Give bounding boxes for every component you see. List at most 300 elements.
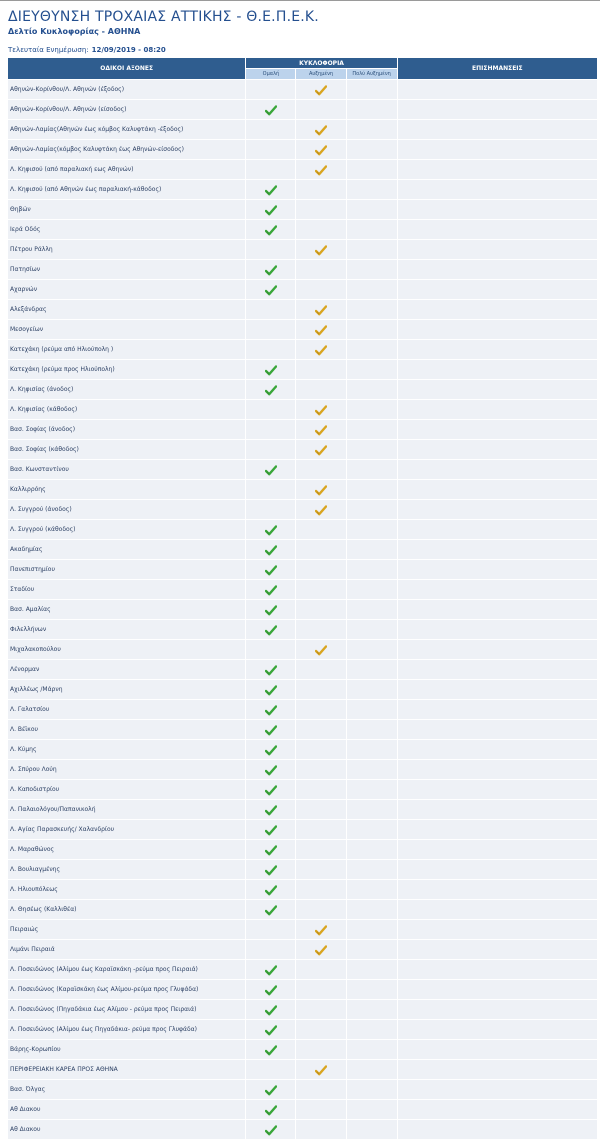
status-cell-increased [296, 540, 345, 559]
status-cell-normal [246, 880, 295, 899]
status-cell-very-increased [347, 240, 397, 259]
notes-cell [398, 460, 597, 479]
table-row [8, 540, 597, 559]
checkmark-icon [265, 865, 277, 876]
status-cell-increased [296, 460, 345, 479]
notes-cell [398, 1020, 597, 1039]
checkmark-icon [315, 245, 327, 256]
status-cell-normal [246, 620, 295, 639]
checkmark-icon [315, 345, 327, 356]
checkmark-icon [265, 285, 277, 296]
table-row [8, 1020, 597, 1039]
table-row [8, 580, 597, 599]
status-cell-very-increased [347, 1040, 397, 1059]
checkmark-icon [265, 525, 277, 536]
notes-cell [398, 660, 597, 679]
status-cell-normal [246, 100, 295, 119]
checkmark-icon [265, 385, 277, 396]
checkmark-icon [265, 685, 277, 696]
status-cell-very-increased [347, 140, 397, 159]
last-updated-label: Τελευταία Ενημέρωση: [8, 46, 89, 54]
road-name: Αθηνών-Κορίνθου/Λ. Αθηνών (έξοδος) [8, 80, 245, 99]
status-cell-normal [246, 520, 295, 539]
status-cell-normal [246, 720, 295, 739]
notes-cell [398, 380, 597, 399]
status-cell-normal [246, 180, 295, 199]
status-cell-normal [246, 860, 295, 879]
checkmark-icon [315, 325, 327, 336]
status-cell-increased [296, 440, 345, 459]
table-row [8, 480, 597, 499]
status-cell-very-increased [347, 860, 397, 879]
notes-cell [398, 560, 597, 579]
header-very-increased: Πολύ Αυξημένη [347, 69, 397, 79]
table-row [8, 300, 597, 319]
status-cell-normal [246, 500, 295, 519]
notes-cell [398, 420, 597, 439]
status-cell-very-increased [347, 440, 397, 459]
status-cell-very-increased [347, 880, 397, 899]
table-row [8, 260, 597, 279]
status-cell-normal [246, 560, 295, 579]
table-row [8, 980, 597, 999]
checkmark-icon [315, 445, 327, 456]
status-cell-normal [246, 80, 295, 99]
status-cell-normal [246, 120, 295, 139]
status-cell-increased [296, 140, 345, 159]
last-updated [8, 46, 166, 54]
notes-cell [398, 700, 597, 719]
status-cell-normal [246, 960, 295, 979]
status-cell-very-increased [347, 940, 397, 959]
status-cell-increased [296, 160, 345, 179]
status-cell-increased [296, 100, 345, 119]
status-cell-very-increased [347, 200, 397, 219]
road-name: Λ. Βουλιαγμένης [8, 860, 245, 879]
status-cell-normal [246, 480, 295, 499]
status-cell-normal [246, 980, 295, 999]
table-row [8, 360, 597, 379]
status-cell-normal [246, 360, 295, 379]
notes-cell [398, 940, 597, 959]
status-cell-very-increased [347, 600, 397, 619]
checkmark-icon [315, 925, 327, 936]
table-row [8, 520, 597, 539]
road-name: Πειραιώς [8, 920, 245, 939]
checkmark-icon [265, 765, 277, 776]
status-cell-increased [296, 340, 345, 359]
road-name: Λ. Ποσειδώνος (Αλίμου έως Πηγαδάκια- ρεύμα προς Γλυφάδα) [8, 1020, 245, 1039]
status-cell-very-increased [347, 180, 397, 199]
notes-cell [398, 120, 597, 139]
status-cell-increased [296, 940, 345, 959]
header-roads: ΟΔΙΚΟΙ ΑΞΟΝΕΣ [8, 58, 245, 79]
status-cell-increased [296, 180, 345, 199]
notes-cell [398, 180, 597, 199]
table-row [8, 920, 597, 939]
status-cell-very-increased [347, 540, 397, 559]
table-row [8, 200, 597, 219]
status-cell-increased [296, 300, 345, 319]
table-body [8, 80, 597, 1139]
table-row [8, 500, 597, 519]
road-name: Πατησίων [8, 260, 245, 279]
status-cell-increased [296, 920, 345, 939]
notes-cell [398, 260, 597, 279]
status-cell-normal [246, 220, 295, 239]
checkmark-icon [265, 565, 277, 576]
status-cell-very-increased [347, 780, 397, 799]
status-cell-normal [246, 540, 295, 559]
status-cell-very-increased [347, 1100, 397, 1119]
status-cell-normal [246, 840, 295, 859]
status-cell-normal [246, 700, 295, 719]
notes-cell [398, 400, 597, 419]
table-row [8, 400, 597, 419]
checkmark-icon [265, 1125, 277, 1136]
checkmark-icon [265, 785, 277, 796]
last-updated-value: 12/09/2019 - 08:20 [91, 46, 166, 54]
notes-cell [398, 440, 597, 459]
table-row [8, 180, 597, 199]
status-cell-normal [246, 820, 295, 839]
road-name: Λένορμαν [8, 660, 245, 679]
status-cell-increased [296, 980, 345, 999]
checkmark-icon [265, 225, 277, 236]
road-name: Θηβών [8, 200, 245, 219]
road-name: Λιμάνι Πειραιά [8, 940, 245, 959]
road-name: Μιχαλακοπούλου [8, 640, 245, 659]
notes-cell [398, 740, 597, 759]
checkmark-icon [265, 1045, 277, 1056]
notes-cell [398, 360, 597, 379]
page-subtitle: Δελτίο Κυκλοφορίας - ΑΘΗΝΑ [8, 27, 141, 36]
status-cell-normal [246, 800, 295, 819]
road-name: Βασ. Κωνσταντίνου [8, 460, 245, 479]
notes-cell [398, 140, 597, 159]
status-cell-very-increased [347, 340, 397, 359]
notes-cell [398, 520, 597, 539]
road-name: Λ. Κηφισίας (άνοδος) [8, 380, 245, 399]
checkmark-icon [315, 485, 327, 496]
table-row [8, 160, 597, 179]
table-row [8, 680, 597, 699]
notes-cell [398, 600, 597, 619]
status-cell-increased [296, 620, 345, 639]
table-row [8, 340, 597, 359]
status-cell-very-increased [347, 320, 397, 339]
checkmark-icon [315, 645, 327, 656]
checkmark-icon [315, 405, 327, 416]
status-cell-normal [246, 400, 295, 419]
notes-cell [398, 1040, 597, 1059]
table-row [8, 100, 597, 119]
status-cell-increased [296, 740, 345, 759]
road-name: Βάρης-Κορωπίου [8, 1040, 245, 1059]
top-border-line [0, 0, 600, 1]
status-cell-normal [246, 1100, 295, 1119]
table-row [8, 700, 597, 719]
notes-cell [398, 820, 597, 839]
checkmark-icon [265, 905, 277, 916]
road-name: Αλεξάνδρας [8, 300, 245, 319]
table-row [8, 380, 597, 399]
status-cell-normal [246, 940, 295, 959]
status-cell-very-increased [347, 260, 397, 279]
table-row [8, 840, 597, 859]
status-cell-increased [296, 380, 345, 399]
road-name: Αχιλλέως /Μάρνη [8, 680, 245, 699]
table-row [8, 760, 597, 779]
road-name: Σταδίου [8, 580, 245, 599]
road-name: Λ. Συγγρού (άνοδος) [8, 500, 245, 519]
checkmark-icon [265, 965, 277, 976]
status-cell-increased [296, 480, 345, 499]
table-row [8, 880, 597, 899]
road-name: Λ. Γαλατσίου [8, 700, 245, 719]
status-cell-normal [246, 580, 295, 599]
status-cell-increased [296, 660, 345, 679]
status-cell-normal [246, 1120, 295, 1139]
status-cell-very-increased [347, 1080, 397, 1099]
notes-cell [398, 1120, 597, 1139]
checkmark-icon [315, 945, 327, 956]
status-cell-normal [246, 1000, 295, 1019]
status-cell-very-increased [347, 760, 397, 779]
status-cell-increased [296, 120, 345, 139]
status-cell-increased [296, 880, 345, 899]
table-header-row [8, 58, 597, 68]
status-cell-increased [296, 560, 345, 579]
table-row [8, 80, 597, 99]
status-cell-very-increased [347, 280, 397, 299]
table-row [8, 780, 597, 799]
status-cell-very-increased [347, 480, 397, 499]
table-row [8, 1120, 597, 1139]
table-row [8, 140, 597, 159]
status-cell-very-increased [347, 700, 397, 719]
checkmark-icon [265, 185, 277, 196]
notes-cell [398, 280, 597, 299]
status-cell-normal [246, 660, 295, 679]
table-row [8, 940, 597, 959]
status-cell-normal [246, 140, 295, 159]
status-cell-normal [246, 440, 295, 459]
notes-cell [398, 840, 597, 859]
status-cell-normal [246, 260, 295, 279]
status-cell-normal [246, 200, 295, 219]
notes-cell [398, 540, 597, 559]
status-cell-increased [296, 500, 345, 519]
table-row [8, 900, 597, 919]
checkmark-icon [315, 305, 327, 316]
notes-cell [398, 860, 597, 879]
checkmark-icon [265, 805, 277, 816]
checkmark-icon [265, 705, 277, 716]
status-cell-normal [246, 160, 295, 179]
status-cell-very-increased [347, 420, 397, 439]
road-name: Λ. Ποσειδώνος (Αλίμου έως Καραϊσκάκη -ρεύμα προς Πειραιά) [8, 960, 245, 979]
table-row [8, 620, 597, 639]
checkmark-icon [265, 1025, 277, 1036]
table-row [8, 960, 597, 979]
status-cell-normal [246, 240, 295, 259]
status-cell-increased [296, 80, 345, 99]
notes-cell [398, 780, 597, 799]
checkmark-icon [315, 165, 327, 176]
status-cell-increased [296, 240, 345, 259]
notes-cell [398, 500, 597, 519]
status-cell-increased [296, 1020, 345, 1039]
road-name: Αθηνών-Κορίνθου/Λ. Αθηνών (είσοδος) [8, 100, 245, 119]
status-cell-increased [296, 820, 345, 839]
status-cell-increased [296, 840, 345, 859]
status-cell-very-increased [347, 500, 397, 519]
road-name: Λ. Μαραθώνος [8, 840, 245, 859]
road-name: Λ. Κύμης [8, 740, 245, 759]
status-cell-normal [246, 1040, 295, 1059]
status-cell-increased [296, 1080, 345, 1099]
notes-cell [398, 340, 597, 359]
road-name: Λ. Κηφισού (από Αθηνών έως παραλιακή-κάθοδος) [8, 180, 245, 199]
road-name: Αθηνών-Λαμίας(κόμβος Καλυφτάκη έως Αθηνών-είσοδος) [8, 140, 245, 159]
table-row [8, 560, 597, 579]
table-row [8, 220, 597, 239]
checkmark-icon [265, 605, 277, 616]
road-name: Καλλιρρόης [8, 480, 245, 499]
notes-cell [398, 800, 597, 819]
road-name: Βασ. Σοφίας (κάθοδος) [8, 440, 245, 459]
status-cell-normal [246, 340, 295, 359]
status-cell-very-increased [347, 740, 397, 759]
status-cell-normal [246, 900, 295, 919]
checkmark-icon [265, 885, 277, 896]
status-cell-very-increased [347, 960, 397, 979]
checkmark-icon [265, 665, 277, 676]
checkmark-icon [265, 985, 277, 996]
table-row [8, 1060, 597, 1079]
checkmark-icon [265, 1085, 277, 1096]
status-cell-increased [296, 1040, 345, 1059]
status-cell-increased [296, 360, 345, 379]
notes-cell [398, 240, 597, 259]
table-row [8, 320, 597, 339]
traffic-table [7, 57, 598, 1140]
status-cell-normal [246, 920, 295, 939]
header-increased: Αυξημένη [296, 69, 345, 79]
road-name: Λ. Κηφισού (από παραλιακή εως Αθηνών) [8, 160, 245, 179]
status-cell-normal [246, 740, 295, 759]
header-traffic: ΚΥΚΛΟΦΟΡΙΑ [246, 58, 396, 68]
road-name: Λ. Ποσειδώνος (Καραϊσκάκη έως Αλίμου-ρεύμα προς Γλυφάδα) [8, 980, 245, 999]
status-cell-normal [246, 600, 295, 619]
checkmark-icon [315, 145, 327, 156]
road-name: Λ. Σπύρου Λούη [8, 760, 245, 779]
status-cell-very-increased [347, 100, 397, 119]
notes-cell [398, 320, 597, 339]
notes-cell [398, 1080, 597, 1099]
status-cell-normal [246, 1060, 295, 1079]
road-name: Αθ Διακου [8, 1120, 245, 1139]
road-name: Κατεχάκη (ρεύμα προς Ηλιούπολη) [8, 360, 245, 379]
road-name: Αθηνών-Λαμίας(Αθηνών έως κόμβος Καλυφτάκη -έξοδος) [8, 120, 245, 139]
status-cell-increased [296, 780, 345, 799]
road-name: ΠΕΡΙΦΕΡΕΙΑΚΗ ΚΑΡΕΑ ΠΡΟΣ ΑΘΗΝΑ [8, 1060, 245, 1079]
status-cell-increased [296, 960, 345, 979]
status-cell-very-increased [347, 460, 397, 479]
status-cell-very-increased [347, 300, 397, 319]
status-cell-very-increased [347, 920, 397, 939]
notes-cell [398, 1000, 597, 1019]
checkmark-icon [265, 545, 277, 556]
status-cell-very-increased [347, 580, 397, 599]
status-cell-increased [296, 1100, 345, 1119]
notes-cell [398, 880, 597, 899]
notes-cell [398, 720, 597, 739]
status-cell-increased [296, 580, 345, 599]
status-cell-very-increased [347, 1060, 397, 1079]
status-cell-very-increased [347, 900, 397, 919]
road-name: Αχαρνών [8, 280, 245, 299]
status-cell-normal [246, 300, 295, 319]
status-cell-very-increased [347, 1020, 397, 1039]
status-cell-very-increased [347, 560, 397, 579]
road-name: Αθ Διακου [8, 1100, 245, 1119]
road-name: Λ. Θησέως (Καλλιθέα) [8, 900, 245, 919]
status-cell-increased [296, 220, 345, 239]
status-cell-normal [246, 680, 295, 699]
road-name: Βασ. Όλγας [8, 1080, 245, 1099]
table-row [8, 820, 597, 839]
road-name: Λ. Καποδιστρίου [8, 780, 245, 799]
road-name: Φιλελλήνων [8, 620, 245, 639]
checkmark-icon [265, 1005, 277, 1016]
status-cell-very-increased [347, 660, 397, 679]
status-cell-increased [296, 320, 345, 339]
status-cell-very-increased [347, 400, 397, 419]
status-cell-increased [296, 1120, 345, 1139]
notes-cell [398, 980, 597, 999]
checkmark-icon [265, 745, 277, 756]
status-cell-very-increased [347, 360, 397, 379]
road-name: Πανεπιστημίου [8, 560, 245, 579]
status-cell-very-increased [347, 620, 397, 639]
status-cell-increased [296, 420, 345, 439]
notes-cell [398, 160, 597, 179]
notes-cell [398, 80, 597, 99]
table-row [8, 1000, 597, 1019]
status-cell-very-increased [347, 640, 397, 659]
table-row [8, 120, 597, 139]
road-name: Πέτρου Ράλλη [8, 240, 245, 259]
status-cell-increased [296, 280, 345, 299]
notes-cell [398, 220, 597, 239]
status-cell-increased [296, 680, 345, 699]
table-row [8, 280, 597, 299]
notes-cell [398, 100, 597, 119]
table-row [8, 860, 597, 879]
road-name: Λ. Ηλιουπόλεως [8, 880, 245, 899]
road-name: Λ. Βέϊκου [8, 720, 245, 739]
status-cell-normal [246, 420, 295, 439]
checkmark-icon [265, 625, 277, 636]
notes-cell [398, 300, 597, 319]
checkmark-icon [265, 1105, 277, 1116]
table-row [8, 440, 597, 459]
road-name: Ακαδημίας [8, 540, 245, 559]
table-row [8, 1080, 597, 1099]
status-cell-increased [296, 260, 345, 279]
